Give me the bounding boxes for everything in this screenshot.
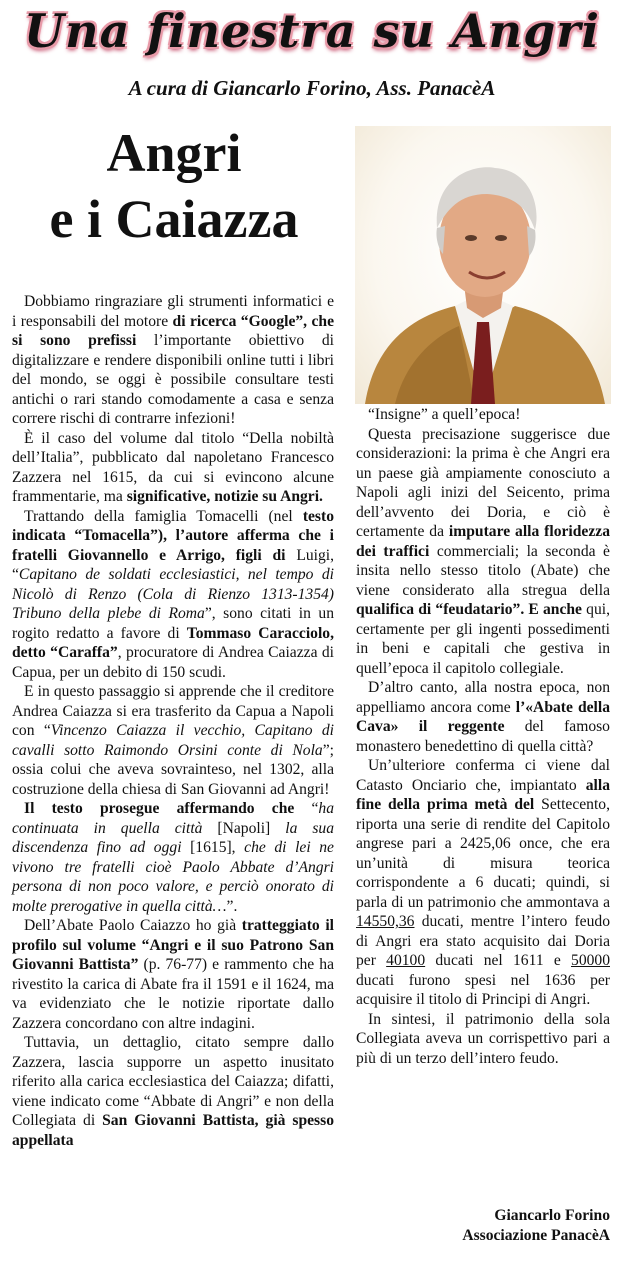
text-run: ”, sono citati in un rogito redatto a favore di <box>12 605 334 642</box>
text-run: 14550,36 <box>356 913 415 930</box>
text-run: D’altro canto, alla nostra epoca, non appelliamo ancora come <box>356 679 610 716</box>
text-run: Un’ulteriore conferma ci viene dal Catasto Onciario che, impiantato <box>356 757 610 794</box>
text-run: [1615], <box>181 839 245 856</box>
paragraph <box>12 682 334 799</box>
paragraph <box>12 916 334 1033</box>
signature-name: Giancarlo Forino <box>494 1207 610 1224</box>
text-run: qui, certamente per gli ingenti possedimenti in beni e capitali che gestiva in quell’epoca il capitolo collegiale. <box>356 601 610 677</box>
text-run: l’importante obiettivo di digitalizzare e rendere disponibili online tutti i libri del mondo, se oggi è possibile consultare testi antichi o rari stando comodamente a casa e senza correre rischi di contrarre infezioni! <box>12 332 335 427</box>
text-run: la sua discendenza fino ad oggi <box>12 819 334 856</box>
text-run: “Insigne” a quell’epoca! <box>368 406 521 423</box>
text-run: significative, notizie su Angri. <box>126 488 323 505</box>
text-run: ducati furono spesi nel 1636 per acquisire il titolo di Principi di Angri. <box>356 971 610 1008</box>
text-run: testo indicata “Tomacella”), l’autore afferma che i fratelli Giovannello e Arrigo, figli di <box>12 507 334 564</box>
text-run: (p. 76-77) e rammento che ha rivestito la carica di Abate fra il 1591 e il 1624, ma va evidenziato che le notizie riportate dallo Zazzera concordano con altre indagini. <box>12 956 334 1032</box>
text-run: [Napoli] <box>202 819 286 837</box>
signature-organization: Associazione PanacèA <box>462 1227 610 1244</box>
text-run: ducati, mentre l’intero feudo di Angri era stato acquisito dai Doria per <box>356 913 610 969</box>
text-run: In sintesi, il patrimonio della sola Collegiata aveva un corrispettivo pari a più di un terzo dell’intero feudo. <box>356 1010 610 1067</box>
text-run: 50000 <box>571 952 610 969</box>
text-run: Dobbiamo ringraziare gli strumenti informatici e i responsabili del motore <box>12 293 334 330</box>
text-run: qualifica di “feudatario”. E anche <box>356 601 582 618</box>
text-run: Trattando della famiglia Tomacelli (nel <box>24 507 303 525</box>
text-run: ducati nel 1611 e <box>425 952 572 969</box>
paragraph <box>12 799 334 916</box>
text-run: ”. <box>226 897 238 915</box>
text-run: del famoso monastero benedettino di quella città? <box>356 718 610 755</box>
paragraph <box>356 756 610 1010</box>
article-title-line-2: e i Caiazza <box>49 189 299 249</box>
article-left-column <box>12 292 334 1150</box>
text-run: di ricerca “Google”, che si sono prefissi <box>12 312 334 349</box>
paragraph <box>356 678 610 756</box>
text-run: che di lei ne vivono tre fratelli cioè Paolo Abbate d’Angri persona di non poco valore, e perciò onorato di molte prerogative in quella città… <box>12 839 334 915</box>
signature <box>462 1206 610 1246</box>
text-run: Il testo prosegue affermando che <box>24 800 295 817</box>
byline: A cura di Giancarlo Forino, Ass. PanacèA <box>128 76 496 100</box>
text-run: alla fine della prima metà del <box>356 776 610 813</box>
text-run: ha continuata in quella città <box>12 800 335 837</box>
article-title <box>14 120 334 252</box>
text-run: Tommaso Caracciolo, detto “Caraffa” <box>12 624 334 661</box>
text-run: Dell’Abate Paolo Caiazzo ho già <box>24 917 242 934</box>
text-run: 40100 <box>386 952 426 969</box>
paragraph <box>356 425 610 679</box>
paragraph <box>356 405 610 425</box>
text-run: Questa precisazione suggerisce due considerazioni: la prima è che Angri era un paese già ampiamente conosciuto a Napoli agli inizi del Seicento, prima dell’avvento dei Doria, e ciò è certamente da <box>356 425 610 540</box>
text-run: Vincenzo Caiazza il vecchio, Capitano di cavalli sotto Raimondo Orsini conte di Nola <box>12 722 334 759</box>
masthead-title: Una finestra su Angri <box>24 4 600 58</box>
text-run: È il caso del volume dal titolo “Della nobiltà dell’Italia”, pubblicato dal napoletano Francesco Zazzera nel 1615, da cui si evincono alcune frammentarie, ma <box>12 429 334 505</box>
text-run: Capitano de soldati ecclesiastici, nel tempo di Nicolò di Renzo (Cola di Rienzo 1313-1354) Tribuno della plebe di Roma <box>12 566 334 622</box>
paragraph <box>356 1010 610 1069</box>
text-run: tratteggiato il profilo sul volume “Angri e il suo Patrono San Giovanni Battista” <box>12 917 334 973</box>
author-portrait-image <box>355 126 611 404</box>
article-right-column <box>356 405 610 1068</box>
paragraph <box>12 429 334 507</box>
text-run: Luigi, “ <box>12 546 335 583</box>
text-run: imputare alla floridezza dei traffici <box>356 523 610 560</box>
text-run: Tuttavia, un dettaglio, citato sempre dallo Zazzera, lascia supporre un aspetto inusitato riferito alla carica ecclesiastica del Caiazza; difatti, viene indicato come “Abbate di Angri” e non della Collegiata di <box>12 1034 334 1129</box>
text-run: commerciali; la seconda è insita nello stesso titolo (Abate) che viene considerato alla stregua della <box>356 542 610 599</box>
text-run: ”; ossia colui che aveva sovrainteso, nel 1302, alla costruzione della chiesa di San Giovanni ad Angri! <box>12 741 334 798</box>
paragraph <box>12 1033 334 1150</box>
text-run: , procuratore di Andrea Caiazza di Capua, per un debito di 150 scudi. <box>12 644 334 681</box>
text-run: “ <box>294 800 319 817</box>
paragraph <box>12 292 334 429</box>
text-run: San Giovanni Battista, già spesso appellata <box>12 1112 334 1149</box>
author-photo <box>355 126 611 404</box>
text-run: Settecento, riporta una serie di rendite del Capitolo angrese pari a 2425,06 once, che era un’unità di misura teorica corrispondente a 6 ducati; quindi, si parla di un patrimonio che ammontava a <box>356 796 610 911</box>
text-run: l’«Abate della Cava» il reggente <box>356 698 610 735</box>
paragraph <box>12 507 334 683</box>
text-run: E in questo passaggio si apprende che il creditore Andrea Caiazza si era trasferito da Capua a Napoli con “ <box>12 683 334 739</box>
article-title-line-1: Angri <box>106 123 242 183</box>
